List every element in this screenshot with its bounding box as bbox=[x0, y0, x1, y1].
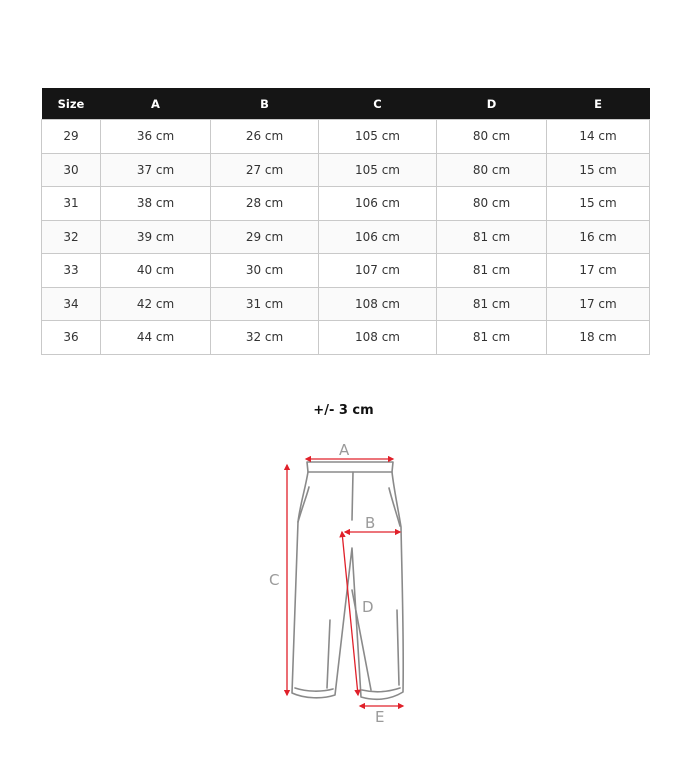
cell-a: 38 cm bbox=[101, 187, 211, 221]
cell-b: 31 cm bbox=[211, 287, 319, 321]
cell-a: 39 cm bbox=[101, 220, 211, 254]
pants-measurement-diagram bbox=[250, 430, 430, 730]
cell-d: 81 cm bbox=[437, 287, 547, 321]
cell-size: 33 bbox=[42, 254, 101, 288]
table-row bbox=[42, 120, 650, 154]
cell-a: 36 cm bbox=[101, 120, 211, 154]
cell-c: 105 cm bbox=[319, 120, 437, 154]
cell-c: 105 cm bbox=[319, 153, 437, 187]
header-b: B bbox=[211, 88, 319, 120]
cell-c: 106 cm bbox=[319, 187, 437, 221]
cell-e: 18 cm bbox=[547, 321, 650, 355]
cell-e: 17 cm bbox=[547, 254, 650, 288]
table-row bbox=[42, 220, 650, 254]
cell-d: 81 cm bbox=[437, 321, 547, 355]
cell-a: 42 cm bbox=[101, 287, 211, 321]
cell-e: 16 cm bbox=[547, 220, 650, 254]
table-row bbox=[42, 153, 650, 187]
cell-size: 34 bbox=[42, 287, 101, 321]
cell-e: 14 cm bbox=[547, 120, 650, 154]
cell-d: 80 cm bbox=[437, 120, 547, 154]
cell-c: 107 cm bbox=[319, 254, 437, 288]
cell-a: 44 cm bbox=[101, 321, 211, 355]
cell-c: 108 cm bbox=[319, 287, 437, 321]
cell-b: 30 cm bbox=[211, 254, 319, 288]
table-row bbox=[42, 287, 650, 321]
label-c: C bbox=[269, 571, 280, 589]
pants-outline bbox=[292, 462, 403, 699]
table-row bbox=[42, 321, 650, 355]
tolerance-note: +/- 3 cm bbox=[313, 403, 374, 418]
cell-a: 40 cm bbox=[101, 254, 211, 288]
cell-b: 26 cm bbox=[211, 120, 319, 154]
header-a: A bbox=[101, 88, 211, 120]
cell-size: 32 bbox=[42, 220, 101, 254]
cell-c: 106 cm bbox=[319, 220, 437, 254]
cell-b: 28 cm bbox=[211, 187, 319, 221]
cell-e: 15 cm bbox=[547, 187, 650, 221]
cell-size: 29 bbox=[42, 120, 101, 154]
header-size: Size bbox=[42, 88, 101, 120]
header-e: E bbox=[547, 88, 650, 120]
table-row bbox=[42, 187, 650, 221]
cell-b: 32 cm bbox=[211, 321, 319, 355]
cell-e: 15 cm bbox=[547, 153, 650, 187]
cell-d: 81 cm bbox=[437, 220, 547, 254]
cell-d: 81 cm bbox=[437, 254, 547, 288]
label-a: A bbox=[339, 441, 350, 459]
cell-d: 80 cm bbox=[437, 153, 547, 187]
label-b: B bbox=[365, 514, 376, 532]
label-e: E bbox=[375, 708, 385, 726]
size-chart-table bbox=[41, 88, 650, 355]
header-d: D bbox=[437, 88, 547, 120]
cell-a: 37 cm bbox=[101, 153, 211, 187]
cell-size: 36 bbox=[42, 321, 101, 355]
label-d: D bbox=[362, 598, 374, 616]
cell-d: 80 cm bbox=[437, 187, 547, 221]
cell-b: 29 cm bbox=[211, 220, 319, 254]
table-header-row bbox=[42, 88, 650, 120]
cell-size: 30 bbox=[42, 153, 101, 187]
cell-size: 31 bbox=[42, 187, 101, 221]
measurement-arrows bbox=[287, 459, 403, 706]
table-row bbox=[42, 254, 650, 288]
header-c: C bbox=[319, 88, 437, 120]
cell-b: 27 cm bbox=[211, 153, 319, 187]
cell-c: 108 cm bbox=[319, 321, 437, 355]
cell-e: 17 cm bbox=[547, 287, 650, 321]
